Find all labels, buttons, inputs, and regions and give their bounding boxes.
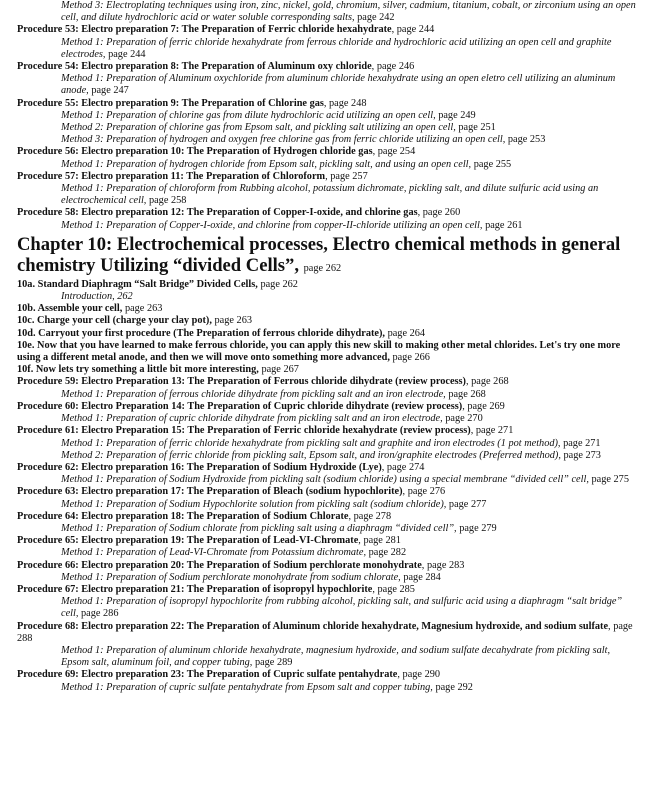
toc-method <box>17 474 639 486</box>
procedure-title: Procedure 62: Electro preparation 16: The Preparation of Sodium Hydroxide (Lye) <box>17 461 382 473</box>
method-title: Method 2: Preparation of ferric chloride from pickling salt, Epsom salt, and iron/graphite electrodes (Preferred method), <box>61 449 561 461</box>
page-prefix: page <box>303 262 324 274</box>
page-number <box>471 376 508 387</box>
toc-method <box>17 183 639 207</box>
page-number <box>485 220 522 231</box>
page-prefix: page <box>435 681 455 693</box>
page-value: 263 <box>236 315 252 327</box>
page-value: 290 <box>424 669 441 681</box>
page-number <box>354 511 391 522</box>
toc-method <box>17 159 639 171</box>
page-prefix: page <box>407 486 428 498</box>
page-prefix: page <box>471 376 491 388</box>
page-value: 263 <box>146 303 163 315</box>
page-value: 251 <box>480 122 496 134</box>
page-value: 253 <box>529 134 546 146</box>
page-number <box>403 572 440 583</box>
page-number <box>438 110 475 121</box>
page-prefix: page <box>329 97 349 109</box>
page-value: 244 <box>130 48 146 60</box>
page-value: 268 <box>470 388 486 400</box>
page-value: 255 <box>495 158 512 170</box>
toc-method <box>17 220 639 232</box>
method-title: Method 1: Preparation of Sodium Hypochlorite solution from pickling salt (sodium chloride), <box>61 498 447 510</box>
page-prefix: page <box>148 195 169 207</box>
page-prefix: page <box>330 170 350 182</box>
page-value: 271 <box>585 437 601 449</box>
page-prefix: page <box>591 474 611 486</box>
section-title: 10d. Carryout your first procedure (The Preparation of ferrous chloride dihydrate) <box>17 327 383 339</box>
page-prefix: page <box>402 669 422 681</box>
toc-procedure: Procedure 55: Electro preparation 9: The Preparation of Chlorine gas, page 248 <box>17 97 367 109</box>
page-value: 286 <box>103 608 119 620</box>
page-number <box>261 364 298 375</box>
page-prefix: page <box>357 12 377 24</box>
page-value: 261 <box>507 219 523 231</box>
page-prefix: page <box>459 522 479 534</box>
page-number <box>592 474 629 485</box>
page-number <box>427 560 464 571</box>
method-title: Method 2: Preparation of chlorine gas from Epsom salt, and pickling salt utilizing an open cell, <box>61 122 456 134</box>
page-prefix: page <box>563 437 583 449</box>
page-prefix: page <box>81 608 101 620</box>
page-prefix: page <box>613 620 633 632</box>
page-number <box>449 499 486 510</box>
toc-procedure: Procedure 65: Electro preparation 19: The Preparation of Lead-VI-Chromate, page 281 <box>17 535 401 547</box>
method-title: Method 3: Electroplating techniques using iron, zinc, nickel, gold, chromium, silver, cadmium, titanium, cobalt, or zirconium using an open cell, and dilute hydrochloric acid or water soluble corresponding salts, <box>61 0 636 24</box>
page-number <box>330 171 367 182</box>
page-prefix: page <box>426 559 447 571</box>
method-title: Method 1: Preparation of chloroform from Rubbing alcohol, potassium dichromate, pickling salt, and dilute sulfuric acid using an electrochemical cell, <box>61 183 599 207</box>
page-number <box>476 425 513 436</box>
page-prefix: page <box>438 109 458 121</box>
page-value: 242 <box>379 12 395 24</box>
page-prefix: page <box>377 146 398 158</box>
page-number <box>215 315 252 326</box>
procedure-title: Procedure 60: Electro Preparation 14: The Preparation of Cupric chloride dihydrate (review process) <box>17 400 463 412</box>
section-title: 10e. Now that you have learned to make ferrous chloride, you can apply this new skill to making other metal chlorides. Let's try one more using a different metal anode, and then we will move onto something more advanced <box>17 339 621 364</box>
page-number <box>388 328 425 339</box>
toc-procedure: Procedure 66: Electro preparation 20: The Preparation of Sodium perchlorate monohydrate, page 283 <box>17 559 465 571</box>
page-number <box>81 608 118 619</box>
toc-section: 10b. Assemble your cell, page 263 <box>17 303 163 315</box>
page-number <box>260 279 297 290</box>
page-value: 262 <box>282 278 298 290</box>
page-prefix: page <box>214 315 234 327</box>
toc-method <box>17 413 639 425</box>
method-title: Method 1: Preparation of ferric chloride hexahydrate from pickling salt and graphite and iron electrodes (1 pot method), <box>61 437 561 449</box>
page-value: 264 <box>409 327 426 339</box>
page-value: 282 <box>390 547 407 559</box>
method-title: Method 3: Preparation of hydrogen and oxygen free chlorine gas from ferric chloride utilizing an open cell, <box>61 134 506 146</box>
page-prefix: page <box>448 388 468 400</box>
page-number <box>403 669 440 680</box>
page-prefix: page <box>458 122 478 134</box>
page-value: 269 <box>489 400 505 412</box>
toc-section: 10d. Carryout your first procedure (The Preparation of ferrous chloride dihydrate), page 264 <box>17 327 426 339</box>
toc-method <box>17 682 639 694</box>
toc-method <box>17 547 639 559</box>
page-value: 277 <box>470 498 487 510</box>
page-prefix: page <box>563 449 583 461</box>
page-prefix: page <box>396 24 417 36</box>
toc-method <box>17 596 639 620</box>
page-number <box>363 535 400 546</box>
toc-section: 10a. Standard Diaphragm “Salt Bridge” Divided Cells, page 262 <box>17 278 298 290</box>
method-title: Method 1: Preparation of Copper-I-oxide, and chlorine from copper-II-chloride utilizing an open cell, <box>61 219 483 231</box>
toc-method <box>17 134 639 146</box>
toc-procedure: Procedure 64: Electro preparation 18: The Preparation of Sodium Chlorate, page 278 <box>17 510 392 522</box>
method-title: Method 1: Preparation of Sodium Hydroxide from pickling salt (sodium chloride) using a special membrane “divided cell” cell, <box>61 474 589 486</box>
page-value: 246 <box>398 61 415 73</box>
page-value: 275 <box>613 474 629 486</box>
page-number <box>329 98 366 109</box>
page-value: 262 <box>325 262 342 274</box>
chapter-heading: Chapter 10: Electrochemical processes, Electro chemical methods in general chemistry Utilizing “divided Cells”, page 262 <box>17 233 621 276</box>
toc-method <box>17 645 639 669</box>
page-value: 257 <box>352 170 368 182</box>
procedure-title: Procedure 63: Electro preparation 17: The Preparation of Bleach (sodium hypochlorite) <box>17 486 403 498</box>
method-title: Method 1: Preparation of chlorine gas from dilute hydrochloric acid utilizing an open cell, <box>61 109 436 121</box>
toc-procedure: Procedure 68: Electro preparation 22: The Preparation of Aluminum chloride hexahydrate, Magnesium hydroxide, and sodium sulfate, page 288 <box>17 620 633 644</box>
page-value: 247 <box>113 85 129 97</box>
page-prefix: page <box>353 510 374 522</box>
page-number <box>445 413 482 424</box>
page-number <box>448 389 485 400</box>
page-number <box>474 159 511 170</box>
page-value: 266 <box>414 352 430 364</box>
toc-procedure: Procedure 61: Electro Preparation 15: The Preparation of Ferric chloride hexahydrate (review process), page 271 <box>17 425 514 437</box>
page-prefix: page <box>363 535 383 547</box>
page-value: 244 <box>418 24 435 36</box>
toc-procedure: Procedure 60: Electro Preparation 14: The Preparation of Cupric chloride dihydrate (review process), page 269 <box>17 400 505 412</box>
procedure-title: Procedure 64: Electro preparation 18: The Preparation of Sodium Chlorate <box>17 510 349 522</box>
page-value: 262 <box>117 291 133 303</box>
toc-section: 10e. Now that you have learned to make ferrous chloride, you can apply this new skill to making other metal chlorides. Let's try one more using a different metal anode, and then we will move onto something more advanced, page 266 <box>17 339 621 364</box>
page-value: 276 <box>429 486 446 498</box>
page-value: 267 <box>283 364 299 376</box>
page-prefix: page <box>467 400 487 412</box>
page-prefix: page <box>448 498 469 510</box>
page-number <box>149 195 186 206</box>
method-title: Method 1: Preparation of Lead-VI-Chromate from Potassium dichromate, <box>61 547 367 559</box>
page-value: 273 <box>585 449 601 461</box>
procedure-title: Procedure 59: Electro Preparation 13: The Preparation of Ferrous chloride dihydrate (review process) <box>17 376 466 388</box>
toc-procedure: Procedure 53: Electro preparation 7: The Preparation of Ferric chloride hexahydrate, page 244 <box>17 24 435 36</box>
page-prefix: page <box>386 461 407 473</box>
section-title: 10b. Assemble your cell <box>17 303 120 315</box>
intro-title: Introduction, <box>61 291 115 303</box>
procedure-title: Procedure 65: Electro preparation 19: The Preparation of Lead-VI-Chromate <box>17 535 359 547</box>
page-prefix: page <box>403 571 423 583</box>
toc-method <box>17 37 639 61</box>
toc-method <box>17 523 639 535</box>
page-number <box>369 547 406 558</box>
page-value: 283 <box>448 559 465 571</box>
page-value: 248 <box>351 97 367 109</box>
method-title: Method 1: Preparation of Sodium perchlorate monohydrate from sodium chlorate, <box>61 571 401 583</box>
toc-procedure: Procedure 59: Electro Preparation 13: The Preparation of Ferrous chloride dihydrate (review process), page 268 <box>17 376 509 388</box>
page-value: 279 <box>481 522 497 534</box>
method-title: Method 1: Preparation of Sodium chlorate from pickling salt using a diaphragm “divided cell”, <box>61 522 457 534</box>
page-number <box>377 584 414 595</box>
method-title: Method 1: Preparation of cupric sulfate pentahydrate from Epsom salt and copper tubing, <box>61 681 433 693</box>
toc-procedure: Procedure 63: Electro preparation 17: The Preparation of Bleach (sodium hypochlorite), page 276 <box>17 486 446 498</box>
page-number <box>467 401 504 412</box>
page-number <box>563 438 600 449</box>
procedure-title: Procedure 69: Electro preparation 23: The Preparation of Cupric sulfate pentahydrate <box>17 669 398 681</box>
toc-method <box>17 450 639 462</box>
toc-section: 10f. Now lets try something a little bit more interesting, page 267 <box>17 364 299 376</box>
page-prefix: page <box>422 207 443 219</box>
page-number <box>459 523 496 534</box>
page-number <box>563 450 600 461</box>
procedure-title: Procedure 57: Electro preparation 11: The Preparation of Chloroform <box>17 170 326 182</box>
page-prefix: page <box>387 327 408 339</box>
toc-method <box>17 389 639 401</box>
page-number <box>357 12 394 23</box>
page-number <box>392 352 429 363</box>
method-title: Method 1: Preparation of hydrogen chloride from Epsom salt, pickling salt, and using an open cell, <box>61 158 472 170</box>
page-number <box>435 682 472 693</box>
toc-method <box>17 0 639 24</box>
procedure-title: Procedure 54: Electro preparation 8: The Preparation of Aluminum oxy chloride <box>17 61 372 73</box>
toc-procedure: Procedure 57: Electro preparation 11: The Preparation of Chloroform, page 257 <box>17 170 368 182</box>
page-number <box>377 61 414 72</box>
page-prefix: page <box>91 85 111 97</box>
procedure-title: Procedure 66: Electro preparation 20: The Preparation of Sodium perchlorate monohydrate <box>17 559 422 571</box>
page-value: 278 <box>375 510 392 522</box>
page-prefix: page <box>445 413 465 425</box>
toc-section: 10c. Charge your cell (charge your clay pot), page 263 <box>17 315 252 327</box>
toc-method <box>17 499 639 511</box>
page-number <box>397 24 434 35</box>
method-title: Method 1: Preparation of ferrous chloride dihydrate from pickling salt and an iron electrode, <box>61 388 446 400</box>
toc-method <box>17 572 639 584</box>
page-value: 271 <box>497 425 514 437</box>
page-prefix: page <box>377 583 397 595</box>
toc-procedure: Procedure 67: Electro preparation 21: The Preparation of isopropyl hypochlorite, page 285 <box>17 583 415 595</box>
procedure-title: Procedure 55: Electro preparation 9: The Preparation of Chlorine gas <box>17 97 324 109</box>
page-prefix: page <box>260 278 280 290</box>
page-prefix: page <box>261 364 281 376</box>
method-title: Method 1: Preparation of cupric chloride dihydrate from pickling salt and an iron electrode, <box>61 413 443 425</box>
page-value: 292 <box>457 681 473 693</box>
toc-procedure: Procedure 69: Electro preparation 23: The Preparation of Cupric sulfate pentahydrate, page 290 <box>17 669 441 681</box>
toc-procedure: Procedure 54: Electro preparation 8: The Preparation of Aluminum oxy chloride, page 246 <box>17 61 415 73</box>
page-value: 258 <box>170 195 187 207</box>
section-title: 10a. Standard Diaphragm “Salt Bridge” Divided Cells <box>17 278 256 290</box>
page-value: 249 <box>460 109 476 121</box>
toc-procedure: Procedure 62: Electro preparation 16: The Preparation of Sodium Hydroxide (Lye), page 274 <box>17 461 425 473</box>
procedure-title: Procedure 61: Electro Preparation 15: The Preparation of Ferric chloride hexahydrate (review process) <box>17 425 471 437</box>
page-value: 281 <box>385 535 401 547</box>
toc-procedure: Procedure 58: Electro preparation 12: The Preparation of Copper-I-oxide, and chlorine gas, page 260 <box>17 207 461 219</box>
page-number <box>458 122 495 133</box>
method-title: Method 1: Preparation of ferric chloride hexahydrate from ferrous chloride and hydrochloric acid utilizing an open cell and graphite electrodes, <box>61 36 612 60</box>
page-number <box>387 462 424 473</box>
page-number <box>91 85 128 96</box>
page-number <box>378 146 415 157</box>
section-title: 10c. Charge your cell (charge your clay pot) <box>17 315 210 327</box>
page-value: 268 <box>493 376 509 388</box>
procedure-title: Procedure 58: Electro preparation 12: The Preparation of Copper-I-oxide, and chlorine gas <box>17 207 418 219</box>
page-number <box>125 303 162 314</box>
page-value: 285 <box>399 583 415 595</box>
toc-method <box>17 73 639 97</box>
page-number <box>108 49 145 60</box>
page-prefix: page <box>485 219 505 231</box>
page-number <box>255 657 292 668</box>
page-value: 260 <box>444 207 461 219</box>
page-number <box>508 134 545 145</box>
page-prefix: page <box>124 303 145 315</box>
method-title: Method 1: Preparation of isopropyl hypochlorite from rubbing alcohol, pickling salt, and sulfuric acid using a diaphragm “salt bridge” cell, <box>61 596 623 620</box>
page-prefix: page <box>254 657 275 669</box>
toc-method <box>17 122 639 134</box>
method-title: Method 1: Preparation of aluminum chloride hexahydrate, magnesium hydroxide, and sodium sulfate decahydrate from pickling salt, Epsom salt, aluminum foil, and copper tubing, <box>61 644 611 669</box>
page-prefix: page <box>475 425 496 437</box>
procedure-title: Procedure 56: Electro preparation 10: The Preparation of Hydrogen chloride gas <box>17 146 373 158</box>
page-prefix: page <box>108 48 128 60</box>
page-value: 274 <box>408 461 425 473</box>
page-value: 288 <box>17 632 33 644</box>
toc-method <box>17 438 639 450</box>
page-value: 254 <box>399 146 416 158</box>
page-prefix: page <box>368 547 389 559</box>
toc-method <box>17 110 639 122</box>
method-title: Method 1: Preparation of Aluminum oxychloride from aluminum chloride hexahydrate using an open eletro cell utilizing an aluminum anode, <box>61 73 616 97</box>
page-value: 284 <box>425 571 441 583</box>
section-title: 10f. Now lets try something a little bit more interesting <box>17 364 257 376</box>
page-value: 270 <box>467 413 483 425</box>
page-value: 289 <box>276 657 293 669</box>
procedure-title: Procedure 53: Electro preparation 7: The Preparation of Ferric chloride hexahydrate <box>17 24 392 36</box>
page-number <box>408 486 445 497</box>
toc-intro <box>17 291 639 303</box>
page-number <box>423 207 460 218</box>
toc-procedure: Procedure 56: Electro preparation 10: The Preparation of Hydrogen chloride gas, page 254 <box>17 146 416 158</box>
page-prefix: page <box>376 61 397 73</box>
page-prefix: page <box>392 352 412 364</box>
page-number <box>304 263 341 274</box>
procedure-title: Procedure 67: Electro preparation 21: The Preparation of isopropyl hypochlorite <box>17 583 373 595</box>
procedure-title: Procedure 68: Electro preparation 22: The Preparation of Aluminum chloride hexahydrate, Magnesium hydroxide, and sodium sulfate <box>17 620 609 632</box>
chapter-title: Chapter 10: Electrochemical processes, Electro chemical methods in general chemistry Utilizing “divided Cells” <box>17 233 621 276</box>
page-prefix: page <box>507 134 528 146</box>
page-prefix: page <box>473 158 494 170</box>
